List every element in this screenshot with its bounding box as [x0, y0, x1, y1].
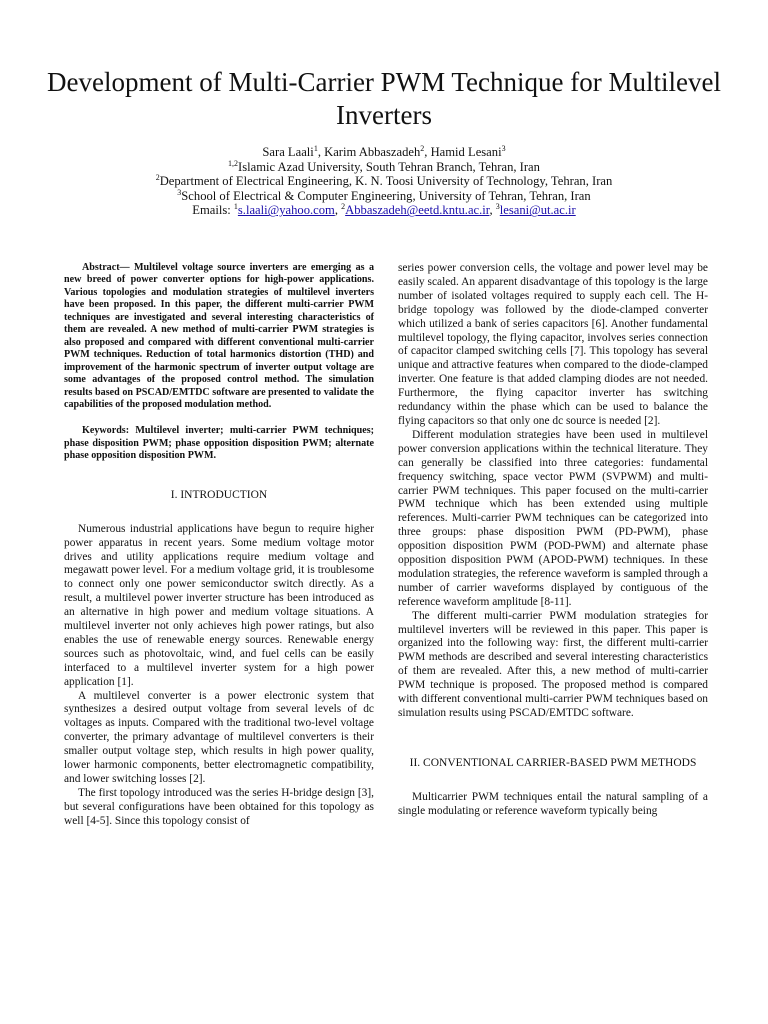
left-column [64, 262, 374, 829]
paragraph: The different multi-carrier PWM modulation strategies for multilevel inverters will be reviewed in this paper. This paper is organized into the following way: first, the different multi-carrier PWM methods are described and several interesting characteristics of them are revealed. After this, a new method of multi-carrier PWM technique is proposed. The proposed method is compared with different conventional multi-carrier PWM techniques based on simulation results using PSCAD/EMTDC software. [398, 609, 708, 719]
author-2: Karim Abbaszadeh [324, 145, 421, 159]
author-3: Hamid Lesani [430, 145, 502, 159]
paragraph: A multilevel converter is a power electronic system that synthesizes a desired output voltage from several levels of dc voltages as inputs. Compared with the traditional two-level voltage converter, the primary advantage of multilevel converters is their smaller output voltage step, which results in high power quality, lower harmonic components, better electromagnetic compatibility, and lower switching losses [2]. [64, 689, 374, 786]
email-link-2[interactable]: Abbaszadeh@eetd.kntu.ac.ir [345, 203, 490, 218]
email-link-3[interactable]: lesani@ut.ac.ir [499, 203, 576, 218]
paragraph: Numerous industrial applications have begun to require higher power apparatus in recent years. Some medium voltage motor drives and utility applications require medium voltage and megawatt power level. For a medium voltage grid, it is troublesome to connect only one power semiconductor switch directly. As a result, a multilevel power inverter structure has been introduced as an alternative in high power and medium voltage situations. A multilevel inverter not only achieves high power ratings, but also enables the use of renewable energy sources. Renewable energy sources such as photovoltaic, wind, and fuel cells can be easily interfaced to a multilevel inverter system for a high power application [1]. [64, 522, 374, 688]
emails: Emails: $^1$s.laali@yahoo.com, $^2$Abbaszadeh@eetd.kntu.ac.ir, $^3$lesani@ut.ac.ir [192, 202, 576, 218]
section-heading-conventional-pwm: II. CONVENTIONAL CARRIER-BASED PWM METHODS [409, 756, 697, 769]
email-link-1[interactable]: s.laali@yahoo.com [237, 203, 335, 218]
abstract: Abstract— Multilevel voltage source inverters are emerging as a new breed of power converter options for high-power applications. Various topologies and modulation strategies of multilevel inverters have been proposed. In this paper, the different multi-carrier PWM techniques are investigated and several interesting characteristics of them are revealed. A new method of multi-carrier PWM strategies is also proposed and compared with different conventional multi-carrier PWM techniques. Reduction of total harmonics distortion (THD) and improvement of the harmonic spectrum of inverter output voltage are some advantages of the proposed control method. The simulation results based on PSCAD/EMTDC software are presented to validate the capabilities of the proposed modulation method. [64, 262, 374, 410]
right-column [398, 262, 708, 819]
author-names: Sara Laali$^1$, Karim Abbaszadeh$^2$, Hamid Lesani$^3$ [262, 143, 506, 159]
keywords: Keywords: Multilevel inverter; multi-carrier PWM techniques; phase disposition PWM; phase opposition disposition PWM; alternate phase opposition disposition PWM. [64, 425, 374, 462]
affiliation-2: $^2$Department of Electrical Engineering, K. N. Toosi University of Technology, Tehran, Iran [155, 173, 613, 189]
paragraph: series power conversion cells, the voltage and power level may be easily scaled. An apparent disadvantage of this topology is the large number of isolated voltages required to supply each cell. The H-bridge topology was followed by the diode-clamped converter which utilized a bank of series capacitors [6]. Another fundamental multilevel topology, the flying capacitor, involves series connection of capacitor clamped switching cells [7]. This topology has several unique and attractive features when compared to the diode-clamped inverter. One feature is that added clamping diodes are not needed. Furthermore, the flying capacitor inverter has switching redundancy within the phase which can be used to balance the flying capacitors so that only one dc source is needed [2]. [398, 262, 708, 427]
paper-title: Development of Multi-Carrier PWM Technique for Multilevel Inverters [47, 67, 721, 130]
paragraph: The first topology introduced was the series H-bridge design [3], but several configurations have been obtained for this topology as well [4-5]. Since this topology consist of [64, 786, 374, 827]
author-1: Sara Laali [262, 145, 314, 159]
section-heading-introduction: I. INTRODUCTION [170, 488, 268, 501]
affiliation-1: $^{1,2}$Islamic Azad University, South Tehran Branch, Tehran, Iran [228, 158, 540, 174]
affiliation-3: $^3$School of Electrical & Computer Engineering, University of Tehran, Tehran, Iran [177, 187, 591, 203]
paragraph: Different modulation strategies have been used in multilevel power conversion applications within the technical literature. They can generally be classified into three categories: fundamental frequency switching, space vector PWM (SVPWM) and multi-carrier PWM techniques. This paper focused on the multi-carrier PWM technique which has been extended using multiple references. Multi-carrier PWM techniques can be categorized into three groups: phase disposition PWM (PD-PWM), phase opposition disposition PWM (POD-PWM) and alternate phase opposition disposition PWM (APOD-PWM) techniques. In these modulation strategies, the reference waveform is sampled through a number of carrier waveforms displayed by contiguous of the reference waveform amplitude [8-11]. [398, 428, 708, 608]
paragraph: Multicarrier PWM techniques entail the natural sampling of a single modulating or reference waveform typically being [398, 790, 708, 817]
author-block [40, 145, 728, 218]
